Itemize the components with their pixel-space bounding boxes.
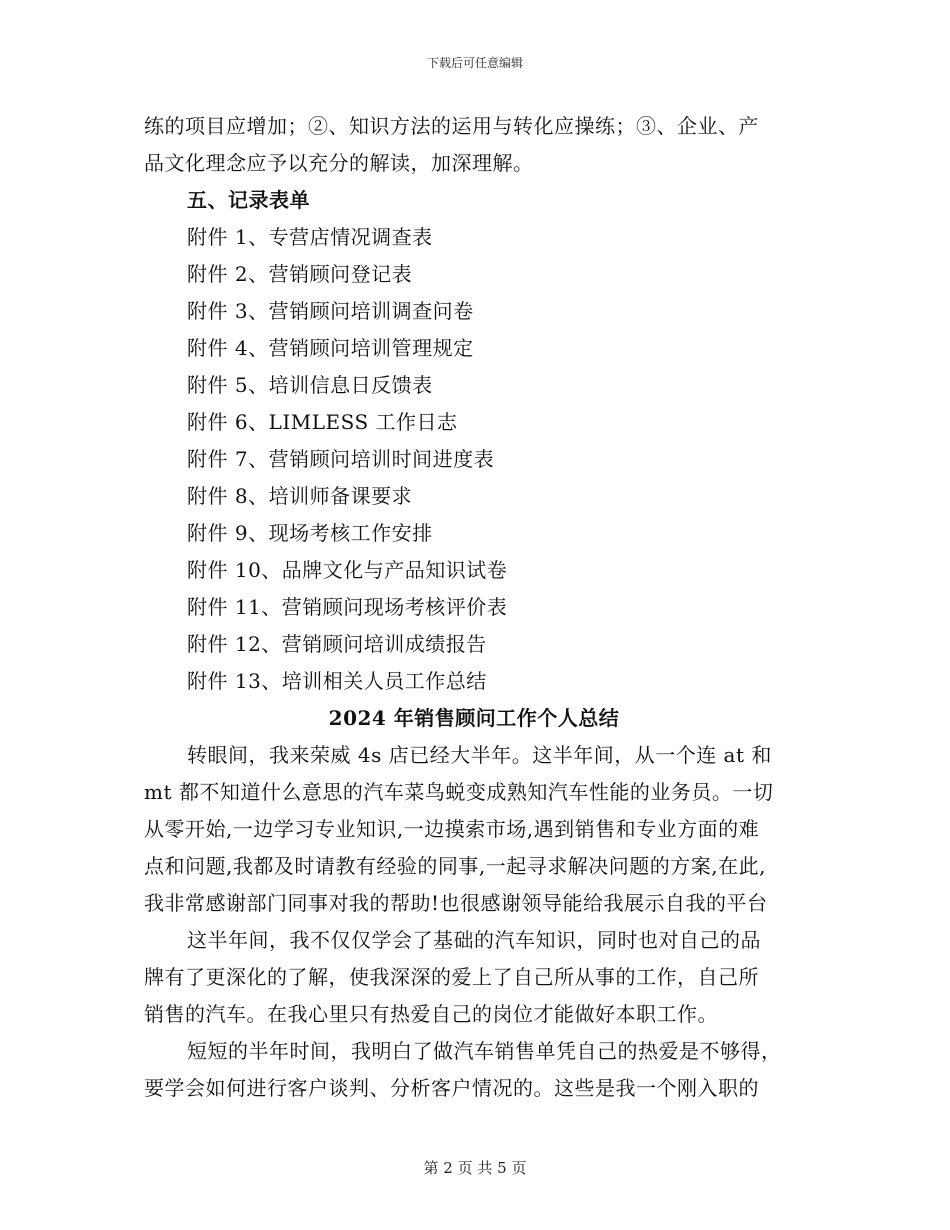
document-body [144,108,804,1107]
attachment-item: 附件 1、专营店情况调查表 [187,225,433,249]
paragraph-line: 短短的半年时间，我明白了做汽车销售单凭自己的热爱是不够得， [187,1039,782,1063]
page-footer: 第 2 页 共 5 页 [423,1159,527,1177]
paragraph-line: 牌有了更深化的了解，使我深深的爱上了自己所从事的工作，自己所 [144,965,759,989]
attachment-item: 附件 3、营销顾问培训调查问卷 [187,299,474,323]
paragraph-line: 这半年间，我不仅仅学会了基础的汽车知识，同时也对自己的品 [187,928,761,952]
paragraph-line: 我非常感谢部门同事对我的帮助!也很感谢领导能给我展示自我的平台 [144,891,768,915]
section-heading: 五、记录表单 [187,188,310,212]
paragraph-line: 品文化理念应予以充分的解读，加深理解。 [144,151,534,175]
page-header: 下载后可任意编辑 [426,56,523,70]
paragraph-line: mt 都不知道什么意思的汽车菜鸟蜕变成熟知汽车性能的业务员。一切 [144,780,774,804]
attachment-item: 附件 11、营销顾问现场考核评价表 [187,595,508,619]
paragraph-line: 点和问题,我都及时请教有经验的同事,一起寻求解决问题的方案,在此, [144,854,766,878]
attachment-item: 附件 9、现场考核工作安排 [187,521,433,545]
attachment-item: 附件 8、培训师备课要求 [187,484,413,508]
attachment-item: 附件 13、培训相关人员工作总结 [187,669,487,693]
attachment-item: 附件 10、品牌文化与产品知识试卷 [187,558,508,582]
paragraph-line: 销售的汽车。在我心里只有热爱自己的岗位才能做好本职工作。 [144,1002,718,1026]
paragraph-line: 转眼间，我来荣威 4s 店已经大半年。这半年间，从一个连 at 和 [187,743,772,767]
attachment-item: 附件 5、培训信息日反馈表 [187,373,433,397]
paragraph-line: 从零开始,一边学习专业知识,一边摸索市场,遇到销售和专业方面的难 [144,817,760,841]
document-title: 2024 年销售顾问工作个人总结 [328,706,620,730]
attachment-item: 附件 2、营销顾问登记表 [187,262,413,286]
attachment-item: 附件 7、营销顾问培训时间进度表 [187,447,495,471]
attachment-item: 附件 6、LIMLESS 工作日志 [187,410,458,434]
attachment-item: 附件 12、营销顾问培训成绩报告 [187,632,487,656]
paragraph-line: 练的项目应增加；②、知识方法的运用与转化应操练；③、企业、产 [144,114,759,138]
attachment-item: 附件 4、营销顾问培训管理规定 [187,336,474,360]
paragraph-line: 要学会如何进行客户谈判、分析客户情况的。这些是我一个刚入职的 [144,1076,759,1100]
